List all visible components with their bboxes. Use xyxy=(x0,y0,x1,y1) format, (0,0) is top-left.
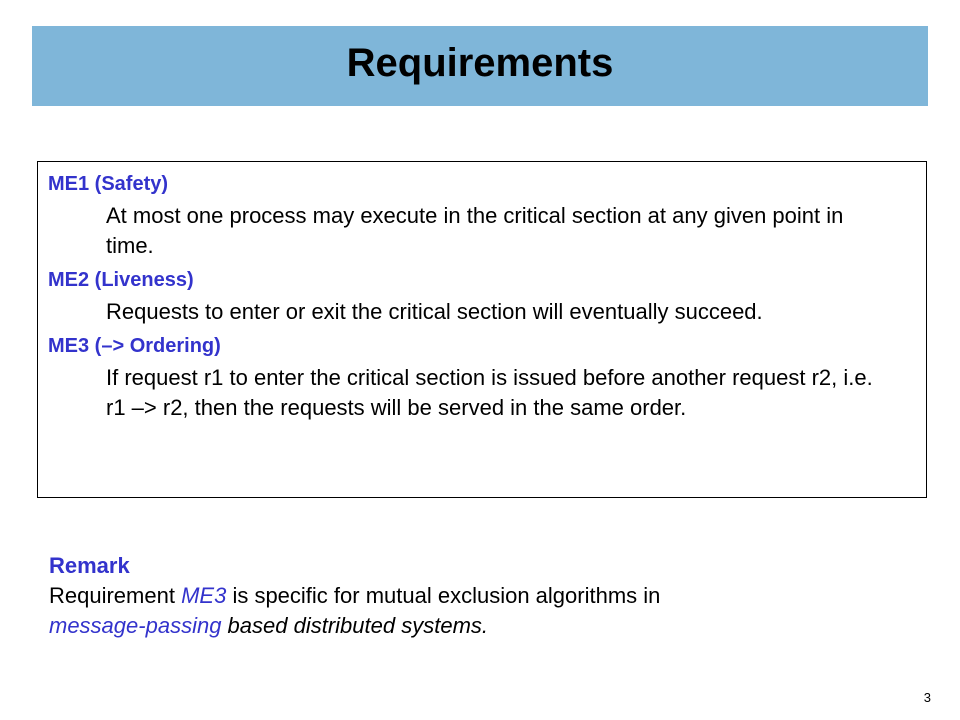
requirements-box xyxy=(37,161,927,498)
requirement-text-me3: If request r1 to enter the critical section is issued before another request r2, i.e. r1 –> r2, then the requests will be served in the same order. xyxy=(106,365,873,420)
title-bar xyxy=(32,26,928,106)
remark-text xyxy=(49,581,909,641)
remark-part-2: is specific for mutual exclusion algorithms in xyxy=(226,583,661,608)
requirement-heading-me2: ME2 (Liveness) xyxy=(48,269,194,291)
requirement-heading-me3: ME3 (–> Ordering) xyxy=(48,335,221,357)
remark-heading: Remark xyxy=(49,553,130,578)
requirement-text-me1: At most one process may execute in the critical section at any given point in time. xyxy=(106,203,844,258)
remark-part-3: based distributed systems. xyxy=(221,613,489,638)
slide-title: Requirements xyxy=(346,40,614,85)
page-number: 3 xyxy=(923,690,931,705)
remark-section xyxy=(49,551,909,641)
remark-part-1: Requirement xyxy=(49,583,182,608)
remark-term-message-passing: message-passing xyxy=(49,613,222,638)
remark-term-me3: ME3 xyxy=(181,583,227,608)
requirement-text-me2: Requests to enter or exit the critical section will eventually succeed. xyxy=(106,299,763,324)
requirement-heading-me1: ME1 (Safety) xyxy=(48,173,169,195)
